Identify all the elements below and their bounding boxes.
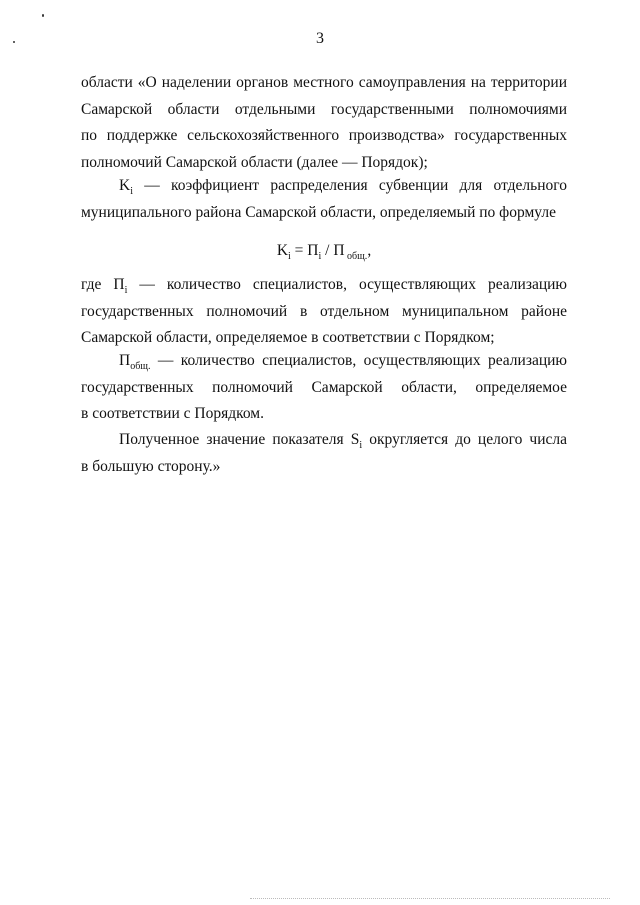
formula xyxy=(81,238,567,265)
text-line: Самарской области, определяемое в соответствии с Порядком; xyxy=(81,329,495,346)
paragraph-ptotal-definition xyxy=(81,348,567,428)
formula-part: , xyxy=(367,242,372,259)
subscript: общ. xyxy=(130,361,151,373)
subscript: i xyxy=(359,440,363,452)
subscript: i xyxy=(124,285,128,297)
text-fragment: округляется до целого числа xyxy=(362,431,567,448)
text-line: государственных полномочий в отдельном муниципальном районе xyxy=(81,302,567,320)
text-line: в соответствии с Порядком. xyxy=(81,405,264,422)
formula-k: K xyxy=(276,242,289,259)
scan-speck xyxy=(42,14,44,17)
text-line: муниципального района Самарской области, определяемый по формуле xyxy=(81,203,556,221)
text-line: Самарской области отдельными государственными полномочиями xyxy=(81,100,567,118)
subscript: i xyxy=(288,251,291,263)
formula-part: = П xyxy=(290,242,319,259)
paragraph-continuation xyxy=(81,70,567,176)
formula-part: / П xyxy=(321,242,345,259)
text-line xyxy=(81,272,567,299)
text-fragment: Полученное значение показателя S xyxy=(119,431,360,448)
paragraph-pi-definition xyxy=(81,272,567,352)
text-line xyxy=(81,427,567,454)
text-fragment: — коэффициент распределения субвенции для отдельного xyxy=(132,177,567,194)
subscript: общ. xyxy=(344,251,368,263)
subscript: i xyxy=(130,186,133,198)
text-line xyxy=(81,348,567,375)
text-line xyxy=(81,173,567,200)
subscript: i xyxy=(318,251,322,263)
variable-k: K xyxy=(119,177,131,194)
text-fragment: где П xyxy=(81,276,125,293)
text-line: государственных полномочий Самарской области, определяемое xyxy=(81,378,567,396)
text-line: полномочий Самарской области (далее — Порядок); xyxy=(81,153,428,171)
paragraph-coefficient-definition xyxy=(81,173,567,275)
text-fragment: — количество специалистов, осуществляющих реализацию xyxy=(127,276,567,293)
text-line: области «О наделении органов местного самоуправления на территории xyxy=(81,74,567,91)
text-fragment: — количество специалистов, осуществляющих реализацию xyxy=(150,352,567,369)
text-line: в большую сторону.» xyxy=(81,457,221,475)
paragraph-rounding-rule xyxy=(81,427,567,480)
text-line: по поддержке сельскохозяйственного производства» государственных xyxy=(81,127,567,144)
variable-p: П xyxy=(119,352,131,369)
scan-edge-noise xyxy=(250,898,610,900)
page-number: 3 xyxy=(316,30,324,47)
